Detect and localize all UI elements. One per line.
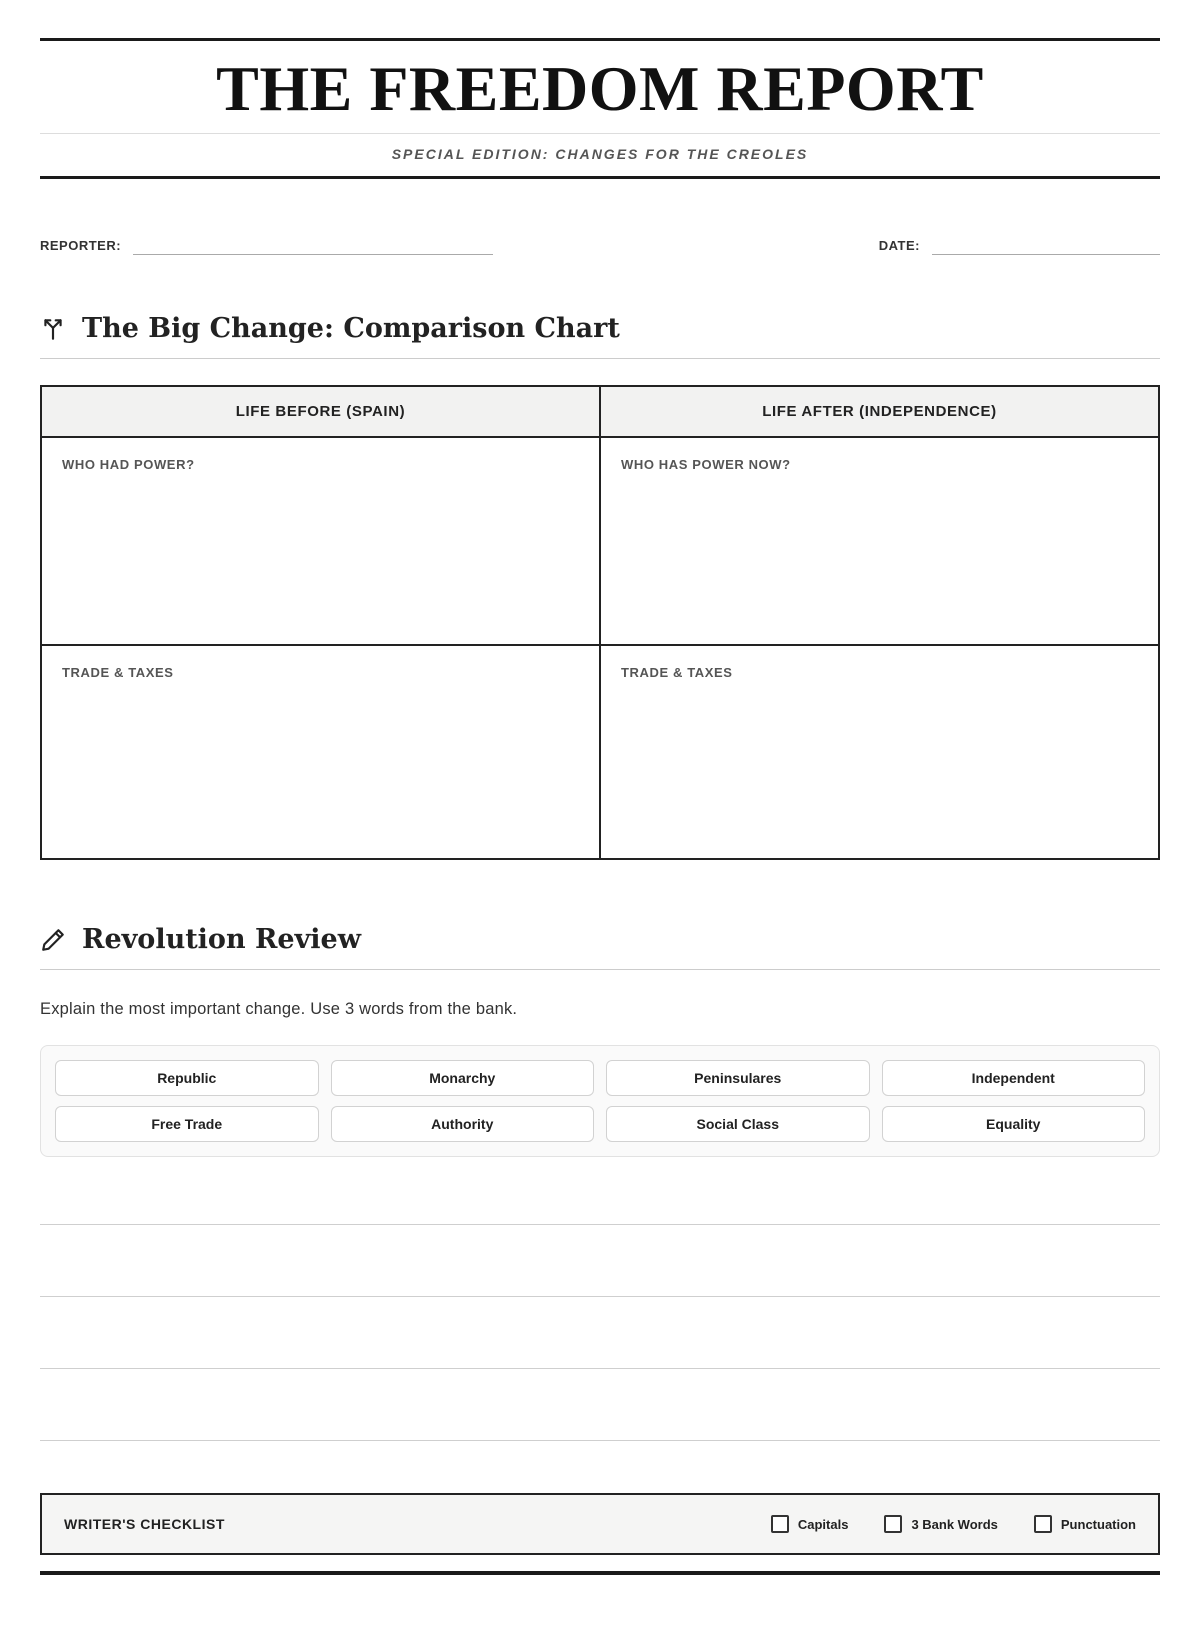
bottom-rule xyxy=(40,1571,1160,1575)
checklist-item-bank-words xyxy=(884,1515,997,1533)
answer-line[interactable] xyxy=(40,1225,1160,1297)
answer-line[interactable] xyxy=(40,1157,1160,1225)
checklist-item-punctuation xyxy=(1034,1515,1136,1533)
comparison-table xyxy=(40,385,1160,860)
masthead-subtitle: SPECIAL EDITION: CHANGES FOR THE CREOLES xyxy=(391,146,809,162)
reporter-label: REPORTER: xyxy=(40,238,122,253)
word-chip-independent: Independent xyxy=(882,1060,1146,1096)
answer-line[interactable] xyxy=(40,1297,1160,1369)
reporter-field[interactable] xyxy=(133,231,493,255)
comparison-section-heading xyxy=(40,313,1160,359)
date-field[interactable] xyxy=(932,231,1160,255)
word-chip-monarchy: Monarchy xyxy=(331,1060,595,1096)
reporter-group xyxy=(40,231,493,255)
date-group xyxy=(879,231,1160,255)
word-chip-equality: Equality xyxy=(882,1106,1146,1142)
review-section-heading xyxy=(40,924,1160,970)
cell-label: TRADE & TAXES xyxy=(62,665,174,680)
answer-lines xyxy=(40,1157,1160,1441)
review-section-title: Revolution Review xyxy=(82,924,361,955)
word-bank xyxy=(40,1045,1160,1157)
word-chip-social-class: Social Class xyxy=(606,1106,870,1142)
table-row xyxy=(41,645,1159,859)
cell-trade-taxes-after[interactable] xyxy=(600,645,1159,859)
answer-line[interactable] xyxy=(40,1369,1160,1441)
top-rule xyxy=(40,38,1160,41)
split-arrows-icon xyxy=(40,316,66,342)
cell-label: WHO HAD POWER? xyxy=(62,457,195,472)
masthead xyxy=(40,53,1160,176)
checklist-items xyxy=(771,1515,1136,1533)
cell-label: WHO HAS POWER NOW? xyxy=(621,457,791,472)
review-instruction: Explain the most important change. Use 3 words from the bank. xyxy=(40,1000,518,1018)
word-chip-republic: Republic xyxy=(55,1060,319,1096)
checklist-item-label: Punctuation xyxy=(1060,1516,1136,1532)
column-header-before: LIFE BEFORE (SPAIN) xyxy=(41,386,600,437)
cell-who-had-power[interactable] xyxy=(41,437,600,645)
checklist-title: WRITER'S CHECKLIST xyxy=(64,1516,225,1532)
cell-trade-taxes-before[interactable] xyxy=(41,645,600,859)
writers-checklist xyxy=(40,1493,1160,1555)
punctuation-checkbox[interactable] xyxy=(1034,1515,1052,1533)
table-row xyxy=(41,437,1159,645)
word-chip-free-trade: Free Trade xyxy=(55,1106,319,1142)
comparison-section-title: The Big Change: Comparison Chart xyxy=(82,313,620,344)
date-label: DATE: xyxy=(878,238,920,253)
masthead-bottom-rule xyxy=(40,176,1160,179)
checklist-item-capitals xyxy=(771,1515,849,1533)
checklist-item-label: Capitals xyxy=(797,1516,849,1532)
word-chip-authority: Authority xyxy=(331,1106,595,1142)
cell-label: TRADE & TAXES xyxy=(621,665,733,680)
bank-words-checkbox[interactable] xyxy=(884,1515,902,1533)
column-header-after: LIFE AFTER (INDEPENDENCE) xyxy=(600,386,1159,437)
byline-row xyxy=(40,231,1160,255)
cell-who-has-power-now[interactable] xyxy=(600,437,1159,645)
checklist-item-label: 3 Bank Words xyxy=(911,1516,998,1532)
pencil-icon xyxy=(40,927,66,953)
word-chip-peninsulares: Peninsulares xyxy=(606,1060,870,1096)
page-title: THE FREEDOM REPORT xyxy=(216,53,984,124)
capitals-checkbox[interactable] xyxy=(771,1515,789,1533)
